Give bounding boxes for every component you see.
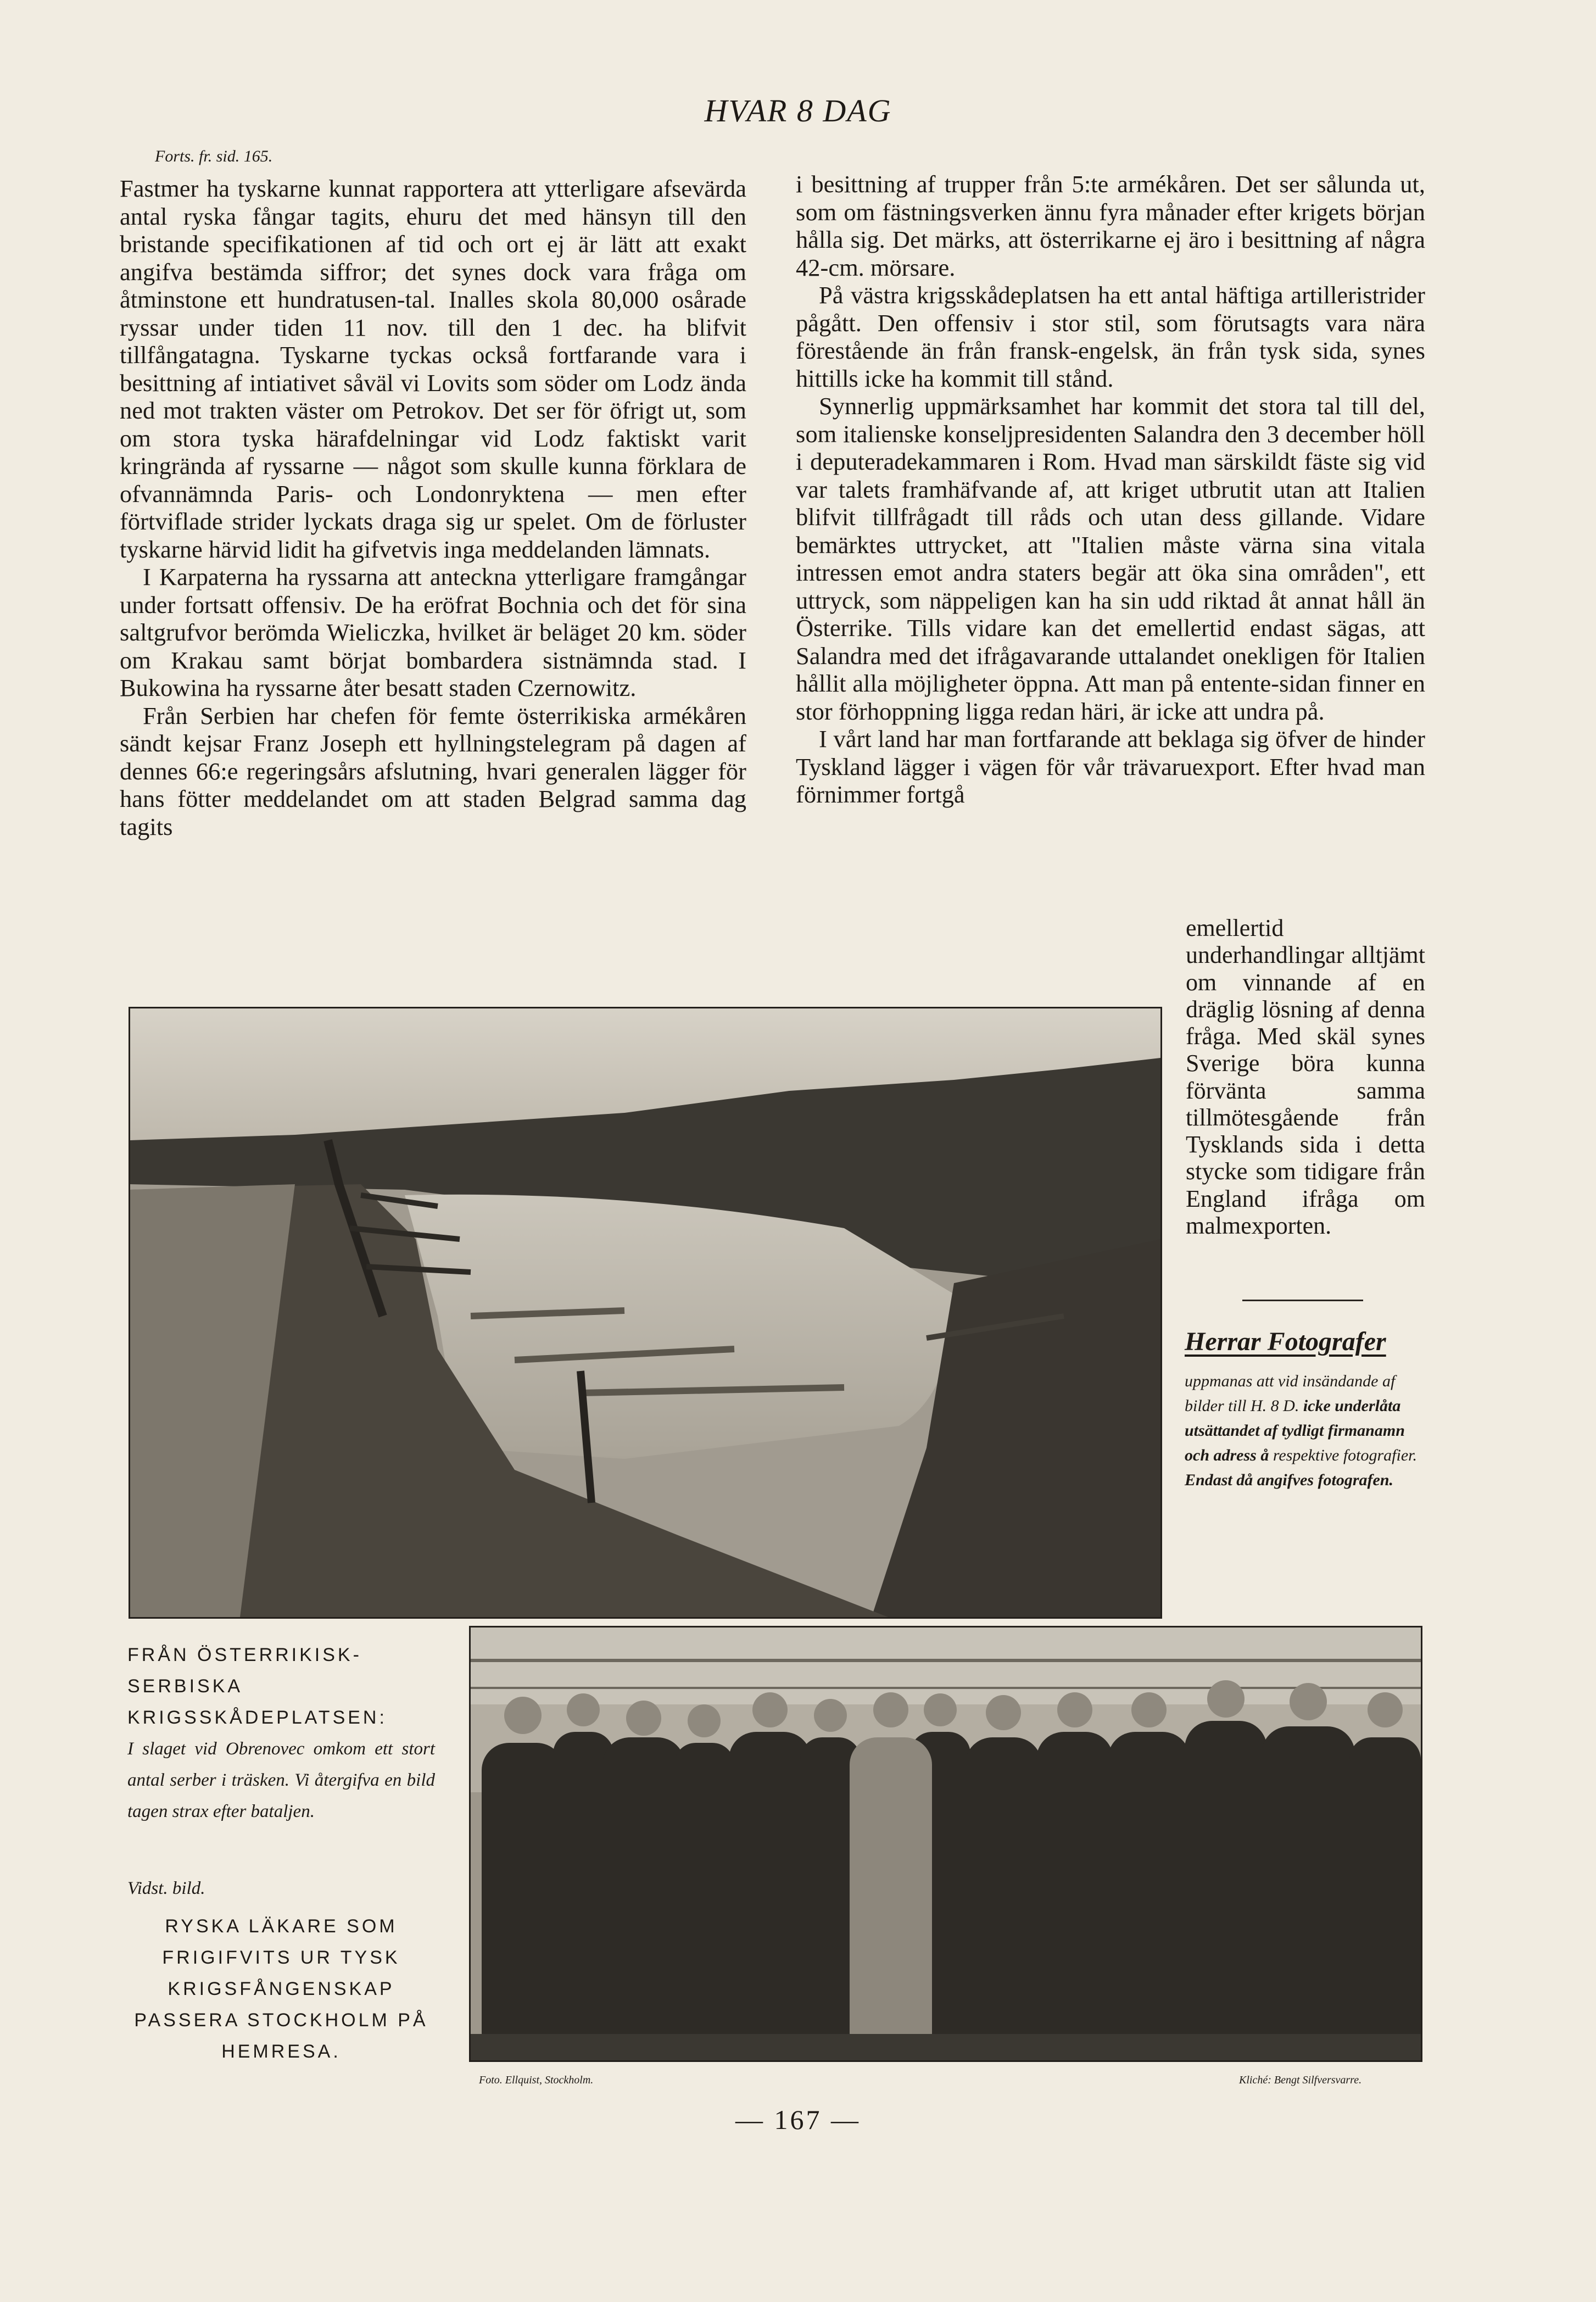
right-column — [796, 170, 1425, 809]
swamp-photo-image — [130, 1008, 1160, 1617]
divider — [1242, 1300, 1363, 1301]
continued-from-note: Forts. fr. sid. 165. — [155, 147, 273, 165]
notice-line: respektive fotografier. — [1273, 1446, 1418, 1464]
notice-body — [1185, 1369, 1426, 1492]
caption-heading: FRÅN ÖSTERRIKISK-SERBISKA KRIGSSKÅDEPLATSEN: — [127, 1645, 387, 1729]
caption-doctors-photo — [127, 1879, 435, 2068]
article-paragraph: i besittning af trupper från 5:te armékåren. Det ser sålunda ut, som om fästningsverken ännu fyra månader efter krigets början hålla sig. Det märks, att österrikarne ej äro i besittning af några 42-cm. mörsare. — [796, 170, 1425, 281]
caption-text: RYSKA LÄKARE SOM FRIGIFVITS UR TYSK KRIGSFÅNGENSKAP PASSERA STOCKHOLM PÅ HEMRESA. — [134, 1916, 428, 2063]
article-paragraph: I Karpaterna ha ryssarna att anteckna ytterligare framgångar under fortsatt offensiv. De ha eröfrat Bochnia och det för sina saltgrufvor berömda Wieliczka, hvilket är beläget 20 km. söder om Krakau samt börjat bombardera sistnämnda stad. I Bukowina ha ryssarne åter besatt staden Czernowitz. — [120, 563, 746, 701]
caption-swamp-photo — [127, 1640, 435, 1827]
caption-label: Vidst. bild. — [127, 1879, 205, 1898]
notice-line: uppmanas att vid insändande af bilder till H. 8 D. — [1185, 1372, 1396, 1415]
photo-battlefield-swamp — [129, 1007, 1162, 1619]
doctors-photo-image — [471, 1627, 1421, 2060]
left-column — [120, 175, 746, 840]
article-paragraph: På västra krigsskådeplatsen ha ett antal häftiga artilleristrider pågått. Den offensiv i stor stil, som förutsagts vara nära förestående än från fransk-engelsk, än från tysk sida, synes hittills icke ha kommit till stånd. — [796, 281, 1425, 392]
article-paragraph: I vårt land har man fortfarande att beklaga sig öfver de hinder Tyskland lägger i vägen för vår trävaruexport. Efter hvad man förnimmer fortgå — [796, 725, 1425, 808]
page-number: — 167 — — [735, 2104, 861, 2135]
right-column-narrow — [1186, 915, 1425, 1239]
article-paragraph: Synnerlig uppmärksamhet har kommit det stora tal till del, som italienske konseljpresidenten Salandra den 3 december höll i deputeradekammaren i Rom. Hvad man särskildt fäste sig vid var talets framhäfvande af, att kriget utbrutit utan att Italien blifvit tillfrågadt till råds och utan dess gillande. Vidare bemärktes uttrycket, att "Italien måste värna sina vitala intressen emot andra staters begär att öka sina områden", ett uttryck, som näppeligen kan ha sin udd riktad åt annat håll än Österrike. Tills vidare kan det emellertid endast sägas, att Salandra med det ifrågavarande uttalandet onekligen för Italien hållit alla möjligheter öppna. Att man på entente-sidan finner en stor förhoppning ligga redan häri, är icke att undra på. — [796, 392, 1425, 725]
notice-line: Endast då angifves fotografen. — [1185, 1471, 1394, 1489]
photo-russian-doctors — [469, 1626, 1422, 2062]
caption-text: I slaget vid Obrenovec omkom ett stort antal serber i träsken. Vi återgifva en bild tagen strax efter bataljen. — [127, 1739, 435, 1821]
photo-credit: Foto. Ellquist, Stockholm. — [479, 2074, 594, 2086]
cliche-credit: Kliché: Bengt Silfversvarre. — [1239, 2074, 1362, 2086]
article-paragraph: Fastmer ha tyskarne kunnat rapportera att ytterligare afsevärda antal ryska fångar tagits, ehuru det med hänsyn till den bristande specifikationen af tid och ort ej är lätt att exakt angifva bestämda siffror; det synes dock vara fråga om åtminstone ett hundratusen-tal. Inalles skola 80,000 osårade ryssar under tiden 11 nov. till den 1 dec. ha blifvit tillfångatagna. Tyskarne tyckas också fortfarande vara i besittning af intiativet såväl vi Lovits som söder om Lodz ända ned mot trakten väster om Petrokov. Det ser för öfrigt ut, som om stora tyska härafdelningar vid Lodz faktiskt varit kringrända af ryssarne — något som skulle kunna förklara de ofvannämnda Paris- och Londonryktena — men efter förtviflade strider lyckats draga sig ur spelet. Om de förluster tyskarne härvid lidit ha gifvetvis inga meddelanden lämnats. — [120, 175, 746, 563]
notice-line: icke underlåta utsättandet af tydligt firmanamn och adress å — [1185, 1397, 1405, 1464]
photographers-notice — [1185, 1326, 1426, 1492]
article-paragraph: Från Serbien har chefen för femte österrikiska armékåren sändt kejsar Franz Joseph ett hyllningstelegram på dagen af dennes 66:e regeringsårs afslutning, hvari generalen lägger för hans fötter meddelandet om att staden Belgrad samma dag tagits — [120, 701, 746, 840]
article-paragraph: emellertid underhandlingar alltjämt om vinnande af en dräglig lösning af denna fråga. Med skäl synes Sverige böra kunna förvänta samma tillmötesgående från Tysklands sida i detta stycke som tidigare från England ifråga om malmexporten. — [1186, 915, 1425, 1239]
page-header: HVAR 8 DAG — [704, 93, 892, 129]
notice-title: Herrar Fotografer — [1185, 1327, 1386, 1356]
